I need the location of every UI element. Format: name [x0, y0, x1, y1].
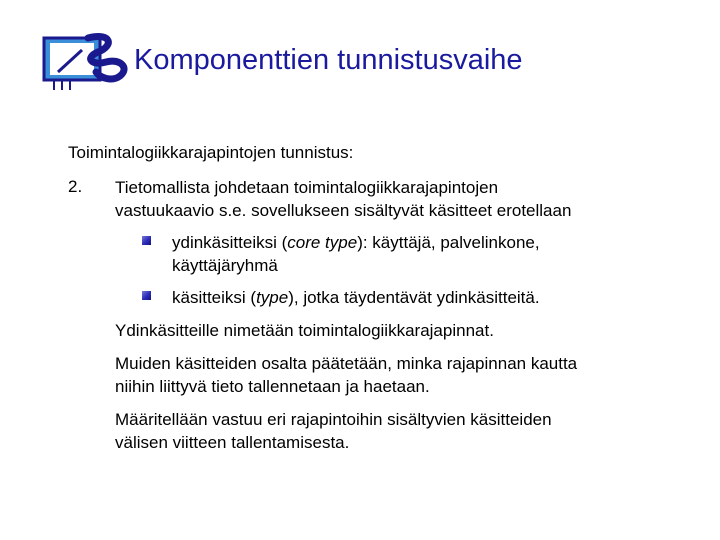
- bullet-text: käsitteiksi (: [172, 288, 257, 307]
- item-text: [115, 176, 705, 222]
- paragraph-references-line-2: välisen viitteen tallentamisesta.: [115, 433, 350, 452]
- bullet-core-type: [172, 231, 692, 277]
- bullet-text: ), jotka täydentävät ydinkäsitteitä.: [288, 288, 540, 307]
- bullet-term: type: [256, 288, 289, 307]
- bullet-term: core type: [287, 233, 358, 252]
- paragraph-other-concepts-line-2: niihin liittyvä tieto tallennetaan ja haetaan.: [115, 377, 430, 396]
- paragraph-references-line-1: Määritellään vastuu eri rajapintoihin sisältyvien käsitteiden: [115, 410, 552, 429]
- bullet-text: ydinkäsitteiksi (: [172, 233, 288, 252]
- page-title: Komponenttien tunnistusvaihe: [134, 44, 523, 76]
- bullet-text: ): käyttäjä, palvelinkone,: [357, 233, 540, 252]
- bullet-core-type-line-2: käyttäjäryhmä: [172, 256, 278, 275]
- monitor-snake-logo-icon: [40, 32, 136, 104]
- bullet-core-type-line-1: [172, 231, 692, 254]
- bullet-type: [172, 286, 692, 309]
- paragraph-other-concepts-line-1: Muiden käsitteiden osalta päätetään, minka rajapinnan kautta: [115, 354, 578, 373]
- section-subtitle: Toimintalogiikkarajapintojen tunnistus:: [68, 143, 354, 162]
- item-text-line-1: Tietomallista johdetaan toimintalogiikkarajapintojen: [115, 178, 499, 197]
- square-bullet-icon: [142, 291, 151, 300]
- square-bullet-icon: [142, 236, 151, 245]
- paragraph-references: [115, 408, 705, 454]
- paragraph-other-concepts: [115, 352, 705, 398]
- item-text-line-2: vastuukaavio s.e. sovellukseen sisältyvät käsitteet erotellaan: [115, 201, 572, 220]
- item-number: 2.: [68, 177, 83, 196]
- paragraph-core-interfaces: Ydinkäsitteille nimetään toimintalogiikkarajapinnat.: [115, 321, 494, 340]
